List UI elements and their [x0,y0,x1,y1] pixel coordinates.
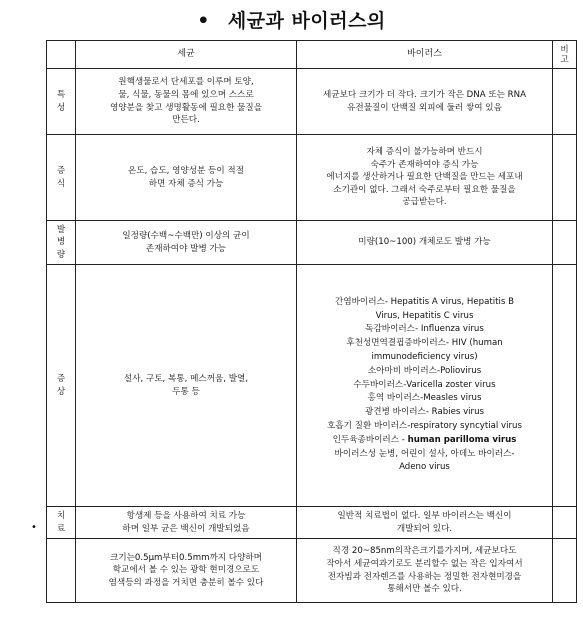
row-label-growth [47,135,76,221]
cell-virus-treatment: 일반적 치료법이 없다. 일부 바이러스는 백신이 개발되어 있다. [297,507,553,539]
vertical-label: 특성 [56,89,66,113]
cell-note-symptom [553,265,577,507]
row-size [47,539,577,603]
row-growth [47,135,577,221]
row-onset [47,221,577,265]
cell-note-growth [553,135,577,221]
row-treatment [47,507,577,539]
title-bullet: • [197,10,210,32]
header-note [553,41,577,69]
vertical-label: 발병량 [56,224,66,260]
cell-virus-feature: 세균보다 크기가 더 작다. 크기가 작은 DNA 또는 RNA 유전물질이 단백질 외피에 둘러 쌓여 있음 [297,69,553,135]
header-category [47,41,76,69]
cell-bacteria-onset: 일정량(수백~수백만) 이상의 균이 존재하여야 발병 가능 [76,221,297,265]
title-text: 세균과 바이러스의 [227,10,386,32]
cell-virus-onset: 미량(10~100) 개체로도 발병 가능 [297,221,553,265]
cell-note-size [553,539,577,603]
vertical-label: 증상 [56,373,66,397]
vertical-label: 치료 [56,510,66,534]
row-label-onset [47,221,76,265]
cell-note-onset [553,221,577,265]
row-feature [47,69,577,135]
side-bullet: • [31,522,37,533]
table-header-row [47,41,577,69]
cell-bacteria-treatment: 항생제 등을 사용하여 치료 가능 하며 일부 균은 백신이 개발되었음 [76,507,297,539]
row-label-treatment [47,507,76,539]
comparison-table [46,40,577,603]
cell-note-treatment [553,507,577,539]
cell-note-feature [553,69,577,135]
row-symptom [47,265,577,507]
document-title [0,6,583,33]
row-label-feature [47,69,76,135]
cell-bacteria-size: 크기는0.5μm부터0.5mm까지 다양하며 학교에서 볼 수 있는 광학 현미경으로도 염색등의 과정을 거치면 충분히 볼수 있다 [76,539,297,603]
cell-bacteria-symptom: 설사, 구토, 복통, 메스꺼움, 발열, 두통 등 [76,265,297,507]
cell-virus-size: 직경 20~85nm의작은크기를가지며, 세균보다도 작아서 세균여과기로도 분리할수 없는 작은 입자여서 전자빔과 전자렌즈를 사용하는 정밀한 전자현미경을 통해서만 볼수 있다. [297,539,553,603]
cell-bacteria-feature: 원핵생물로서 단세포를 이루며 토양, 물, 식물, 동물의 몸에 있으며 스스로 영양분을 찾고 생명활동에 필요한 물질을 만든다. [76,69,297,135]
row-label-size [47,539,76,603]
row-label-symptom [47,265,76,507]
header-bacteria: 세균 [76,41,297,69]
cell-bacteria-growth: 온도, 습도, 영양성분 등이 적절 하면 자체 증식 가능 [76,135,297,221]
vertical-label: 증식 [56,165,66,189]
header-note-text: 비고 [560,44,569,65]
header-virus: 바이러스 [297,41,553,69]
cell-virus-growth: 자체 증식이 불가능하며 반드시 숙주가 존재하여야 증식 가능 에너지를 생산하거나 필요한 단백질을 만드는 세포내 소기관이 없다. 그래서 숙주로부터 필요한 물질을 공급받는다. [297,135,553,221]
cell-virus-symptom: 간염바이러스- Hepatitis A virus, Hepatitis B Virus, Hepatitis C virus 독감바이러스- Influenza virus 후천성면역결핍증바이러스- HIV (human immunodeficiency virus) 소아마비 바이러스-Poliovirus 수두바이러스-Varicella zoster virus 홍역 바이러스-Measles virus 광견병 바이러스- Rabies virus 호흡기 질환 바이러스-respiratory syncytial virus 인두육종바이러스 - human parilloma virus 바이러스성 눈병, 어린이 설사, 아데노 바이러스- Adeno virus [297,265,553,507]
